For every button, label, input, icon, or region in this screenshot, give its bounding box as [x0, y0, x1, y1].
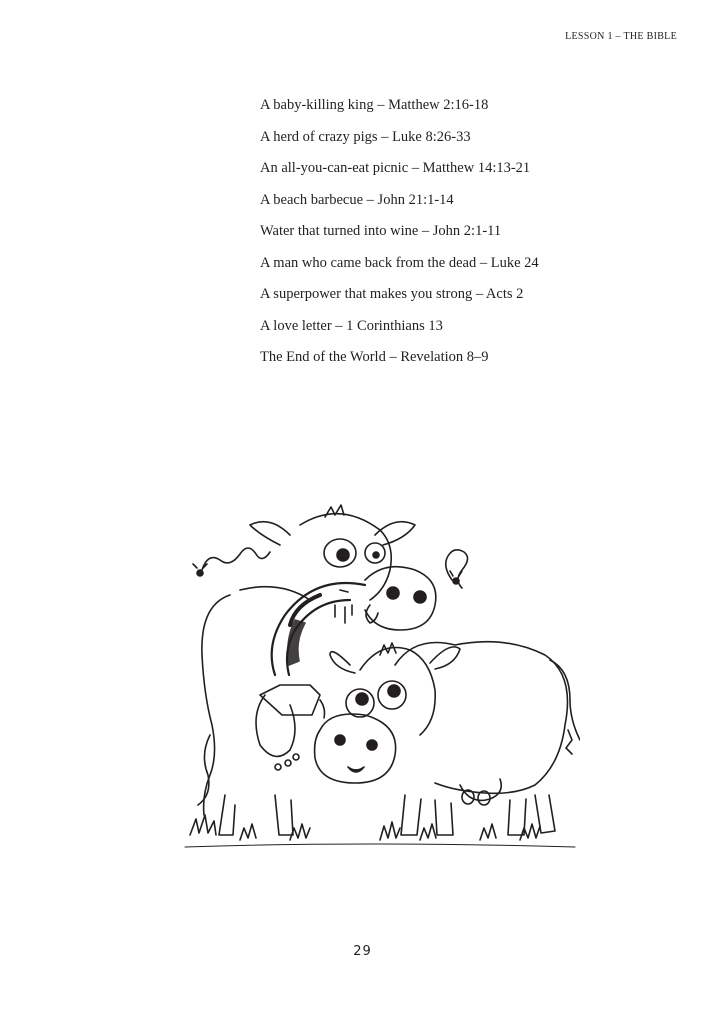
fly-icon-right	[446, 550, 468, 588]
verse-item: A love letter – 1 Corinthians 13	[260, 317, 443, 334]
verse-item: A superpower that makes you strong – Acts 2	[260, 286, 524, 302]
page-number: 29	[353, 944, 372, 959]
verse-item: Water that turned into wine – John 2:1-11	[260, 223, 502, 239]
cartoon-cows-illustration	[180, 495, 580, 865]
verse-item: A herd of crazy pigs – Luke 8:26-33	[260, 128, 471, 145]
verse-item: An all-you-can-eat picnic – Matthew 14:13-21	[260, 160, 531, 176]
verse-item: The End of the World – Revelation 8–9	[260, 349, 489, 365]
running-head: LESSON 1 – THE BIBLE	[565, 31, 677, 42]
fly-icon-left	[193, 548, 270, 576]
verse-item: A beach barbecue – John 21:1-14	[260, 191, 454, 208]
verse-item: A man who came back from the dead – Luke 24	[260, 254, 539, 271]
verse-item: A baby-killing king – Matthew 2:16-18	[260, 97, 489, 113]
verse-list	[260, 97, 539, 381]
